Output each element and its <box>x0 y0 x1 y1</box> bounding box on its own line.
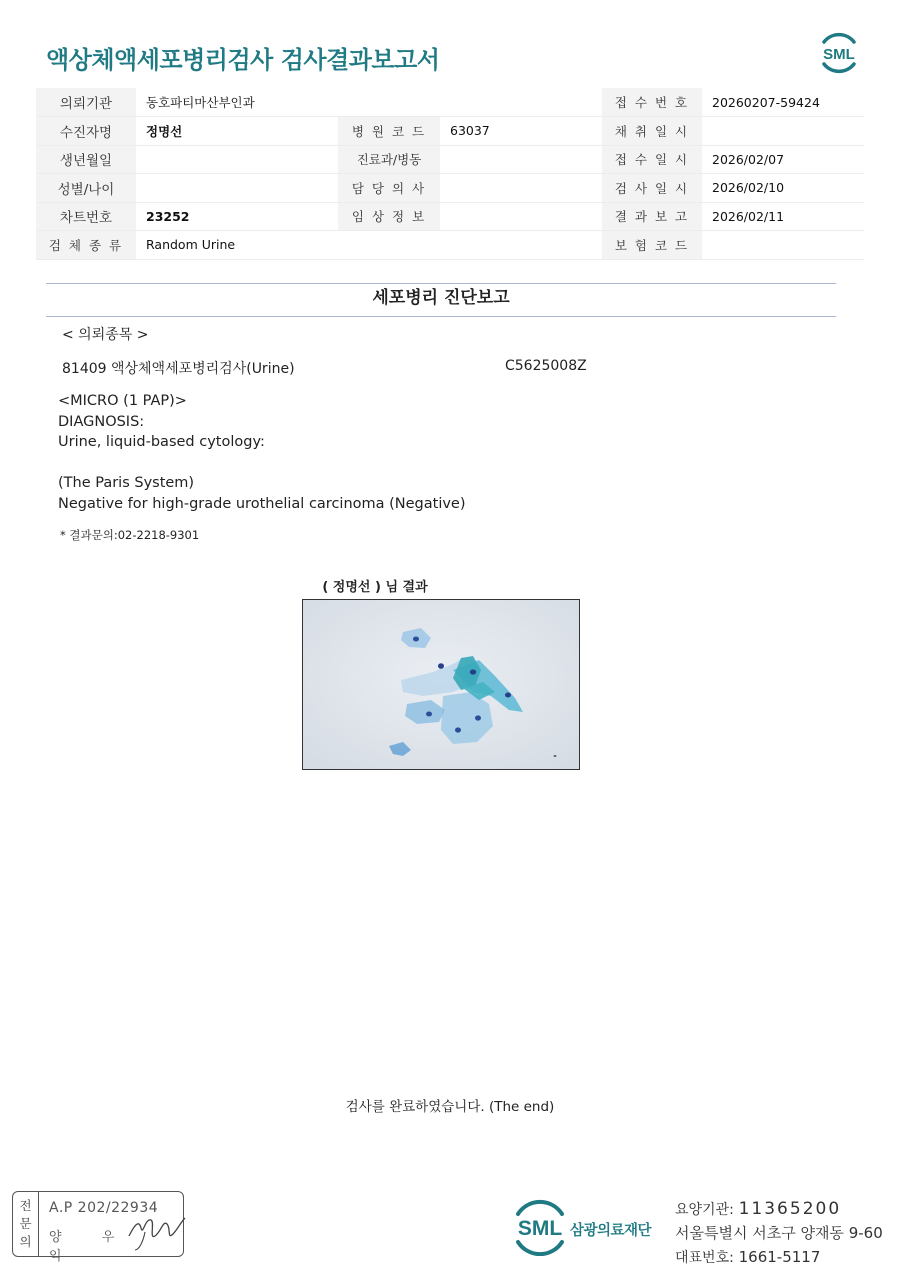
svg-text:SML: SML <box>823 46 855 63</box>
svg-text:SML: SML <box>517 1217 563 1240</box>
footer-phone-label: 대표번호: <box>675 1250 734 1266</box>
info-label: 병 원 코 드 <box>338 117 440 146</box>
info-value: 23252 <box>136 202 338 231</box>
info-label: 생년월일 <box>36 145 136 174</box>
info-label: 보 험 코 드 <box>602 231 702 260</box>
stamp-side-char: 문 <box>19 1216 32 1231</box>
info-label: 담 당 의 사 <box>338 174 440 203</box>
patient-info-table <box>36 88 864 260</box>
pathologist-stamp <box>12 1191 184 1264</box>
result-line <box>58 453 466 474</box>
info-value: 2026/02/07 <box>702 145 864 174</box>
info-row <box>36 145 864 174</box>
info-label: 접 수 번 호 <box>602 88 702 117</box>
info-value <box>440 174 602 203</box>
info-row <box>36 231 864 260</box>
info-row <box>36 174 864 203</box>
result-line: DIAGNOSIS: <box>58 413 145 430</box>
footer-code-value: 11365200 <box>738 1199 842 1219</box>
footer-code-row <box>675 1197 883 1221</box>
signature-icon <box>125 1206 189 1252</box>
stamp-name: 양 우 익 <box>49 1230 133 1264</box>
order-code: C5625008Z <box>505 358 587 374</box>
info-label: 접 수 일 시 <box>602 145 702 174</box>
info-value: 동호파티마산부인과 <box>136 88 602 117</box>
image-title: ( 정명선 ) 님 결과 <box>322 580 428 595</box>
info-value <box>440 145 602 174</box>
info-value: 2026/02/10 <box>702 174 864 203</box>
info-value <box>702 231 864 260</box>
result-line: Urine, liquid-based cytology: <box>58 434 265 450</box>
footer-info <box>675 1197 883 1269</box>
contact-info: * 결과문의:02-2218-9301 <box>60 528 200 542</box>
info-value: 정명선 <box>136 117 338 146</box>
document-title: 액상체액세포병리검사 검사결과보고서 <box>46 46 440 74</box>
info-value <box>136 145 338 174</box>
info-label: 채 취 일 시 <box>602 117 702 146</box>
info-value <box>136 174 338 203</box>
sml-footer-logo-icon <box>508 1198 572 1256</box>
sml-logo-icon <box>816 30 862 76</box>
footer-code-label: 요양기관: <box>675 1202 734 1218</box>
result-text <box>58 391 466 514</box>
end-message: 검사를 완료하였습니다. (The end) <box>345 1099 555 1115</box>
order-name: 81409 액상체액세포병리검사(Urine) <box>62 361 295 377</box>
info-value: 2026/02/11 <box>702 202 864 231</box>
info-label: 성별/나이 <box>36 174 136 203</box>
footer-phone-value: 1661-5117 <box>738 1248 821 1266</box>
request-header: < 의뢰종목 > <box>62 327 149 343</box>
cytology-image <box>302 599 580 770</box>
result-line: <MICRO (1 PAP)> <box>58 393 187 409</box>
info-value <box>702 117 864 146</box>
info-label: 의뢰기관 <box>36 88 136 117</box>
section-title: 세포병리 진단보고 <box>46 283 836 317</box>
footer-org-name: 삼광의료재단 <box>570 1223 652 1239</box>
info-value: 20260207-59424 <box>702 88 864 117</box>
footer-address: 서울특별시 서초구 양재동 9-60 <box>675 1224 883 1242</box>
info-value: 63037 <box>440 117 602 146</box>
info-value <box>440 202 602 231</box>
result-line: Negative for high-grade urothelial carcinoma (Negative) <box>58 495 466 512</box>
stamp-side-char: 전 <box>19 1198 32 1213</box>
stamp-side-char: 의 <box>19 1234 32 1249</box>
info-label: 수진자명 <box>36 117 136 146</box>
result-line: (The Paris System) <box>58 475 195 491</box>
info-label: 검 사 일 시 <box>602 174 702 203</box>
info-label: 진료과/병동 <box>338 145 440 174</box>
info-value: Random Urine <box>136 231 602 260</box>
stamp-license: A.P 202/22934 <box>49 1200 159 1216</box>
info-label: 결 과 보 고 <box>602 202 702 231</box>
info-label: 임 상 정 보 <box>338 202 440 231</box>
info-row <box>36 88 864 117</box>
footer-phone-row <box>675 1245 883 1269</box>
info-row <box>36 117 864 146</box>
info-label: 차트번호 <box>36 202 136 231</box>
cell-illustration <box>303 600 580 770</box>
info-row <box>36 202 864 231</box>
info-label: 검 체 종 류 <box>36 231 136 260</box>
stamp-side-label <box>13 1192 39 1256</box>
